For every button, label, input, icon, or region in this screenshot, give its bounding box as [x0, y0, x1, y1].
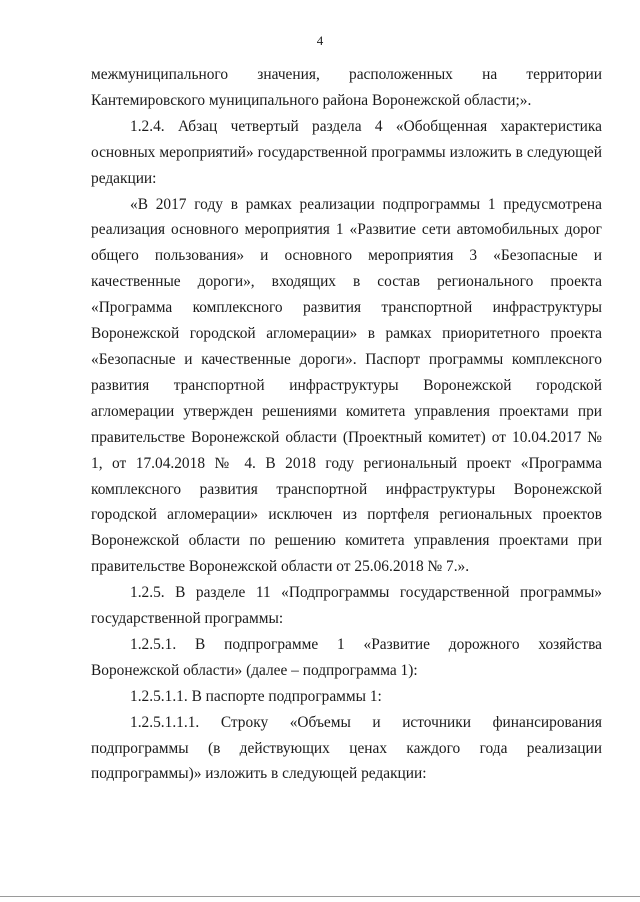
paragraph-quoted-amendment: «В 2017 году в рамках реализации подпрограммы 1 предусмотрена реализация основного мероприятия 1 «Развитие сети автомобильных дорог общего пользования» и основного мероприятия 3 «Безопасные и качественные дороги», входящих в состав регионального проекта «Программа комплексного развития транспортной инфраструктуры Воронежской городской агломерации» в рамках приоритетного проекта «Безопасные и качественные дороги». Паспорт программы комплексного развития транспортной инфраструктуры Воронежской городской агломерации утвержден решениями комитета управления проектами при правительстве Воронежской области (Проектный комитет) от 10.04.2017 № 1, от 17.04.2018 № 4. В 2018 году региональный проект «Программа комплексного развития транспортной инфраструктуры Воронежской городской агломерации» исключен из портфеля региональных проектов Воронежской области по решению комитета управления проектами при правительстве Воронежской области от 25.06.2018 № 7.». [91, 195, 602, 576]
paragraph-continuation: межмуниципального значения, расположенных на территории Кантемировского муниципального района Воронежской области;». [91, 66, 602, 109]
document-body [91, 62, 602, 787]
bottom-rule [0, 896, 640, 897]
paragraph-1-2-5-1-1-1: 1.2.5.1.1.1. Строку «Объемы и источники финансирования подпрограммы (в действующих ценах каждого года реализации подпрограммы)» изложить в следующей редакции: [91, 713, 602, 783]
paragraph-1-2-4: 1.2.4. Абзац четвертый раздела 4 «Обобщенная характеристика основных мероприятий» государственной программы изложить в следующей редакции: [91, 117, 602, 187]
paragraph-1-2-5-1-1: 1.2.5.1.1. В паспорте подпрограммы 1: [130, 687, 382, 705]
page-number: 4 [316, 33, 324, 48]
paragraph-1-2-5-1: 1.2.5.1. В подпрограмме 1 «Развитие дорожного хозяйства Воронежской области» (далее – подпрограмма 1): [91, 635, 602, 679]
paragraph-1-2-5: 1.2.5. В разделе 11 «Подпрограммы государственной программы» государственной программы: [91, 584, 602, 628]
